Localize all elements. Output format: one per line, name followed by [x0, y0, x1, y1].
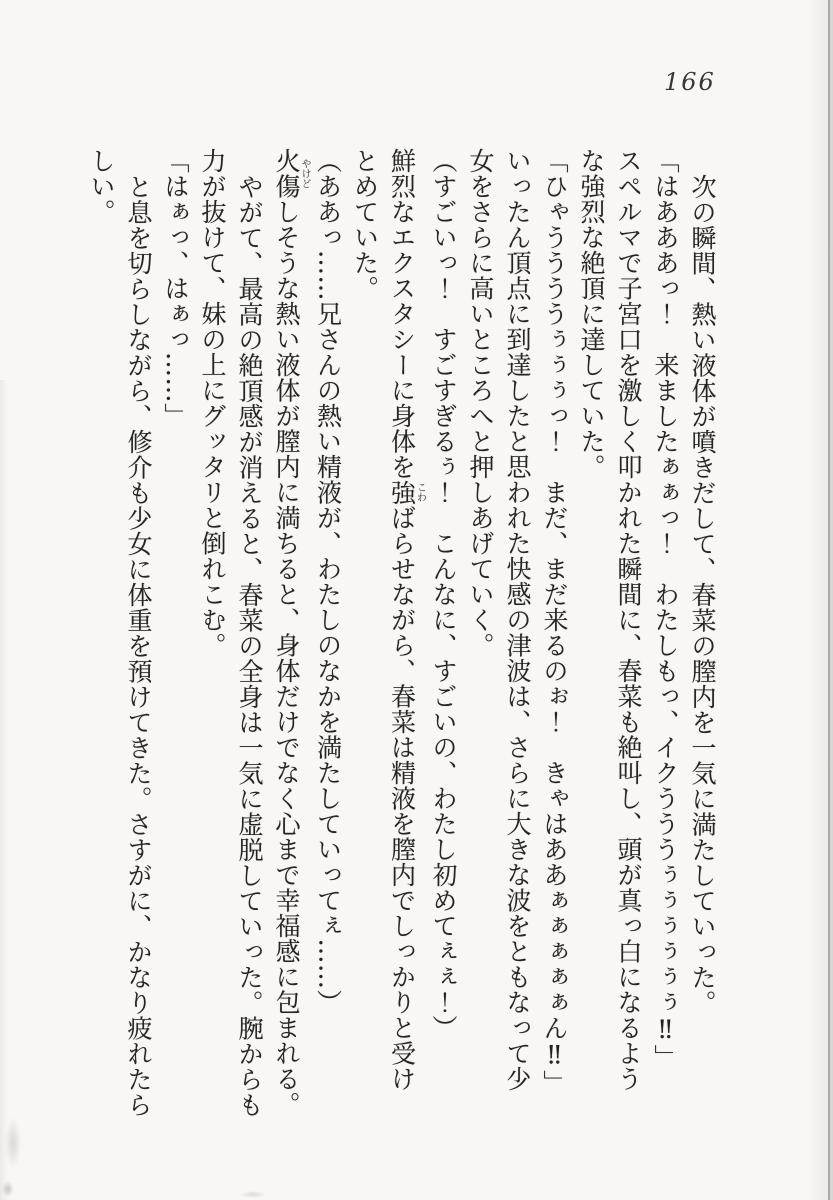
text-column: とめていた。 [350, 148, 380, 301]
body-text [83, 148, 721, 1118]
text-column: しい。 [87, 148, 116, 225]
scan-smudge [2, 1108, 24, 1178]
text-column: （すごいっ！ すごすぎるぅ！ こんなに、すごいの、わたし初めてぇぇ！） [429, 148, 458, 1041]
text-column: 力が抜けて、妹の上にグッタリと倒れこむ。 [198, 148, 227, 658]
text-column: 「はぁっ、はぁっ……」 [161, 148, 190, 429]
text-column: いったん頂点に到達したと思われた快感の津波は、さらに大きな波をともなって少 [503, 148, 532, 1092]
text-column: 次の瞬間、熱い液体が噴きだして、春菜の膣内を一気に満たしていった。 [688, 174, 717, 1016]
scan-smudge [0, 1178, 16, 1200]
text-column: 女をさらに高いところへと押しあげていく。 [466, 148, 495, 658]
scan-smudge [236, 1190, 270, 1199]
text-column: 「はあああっ！ 来ましたぁぁっ！ わたしもっ、イクうううぅぅぅぅぅぅ‼」 [651, 148, 680, 1070]
text-column: 火傷やけどしそうな熱い液体が膣内に満ちると、身体だけでなく心まで幸福感に包まれる。 [272, 148, 310, 1117]
page-edge-shadow [807, 0, 833, 1200]
text-column: 「ひゃううううぅぅぅっ！ まだ、まだ来るのぉ！ きゃはああぁぁぁぁぁん‼」 [540, 148, 569, 1096]
text-column: やがて、最高の絶頂感が消えると、春菜の全身は一気に虚脱していった。腕からも [235, 174, 264, 1118]
text-column: スペルマで子宮口を激しく叩かれた瞬間に、春菜も絶叫し、頭が真っ白になるよう [614, 148, 643, 1092]
text-column: と息を切らしながら、修介も少女に体重を預けてきた。さすがに、かなり疲れたら [124, 174, 153, 1118]
text-column: 鮮烈なエクスタシーに身体を強こわばらせながら、春菜は精液を膣内でしっかりと受け [387, 148, 426, 1092]
page-number: 166 [664, 68, 716, 96]
text-column: （ああっ……兄さんの熱い精液が、わたしのなかを満たしていってぇ……） [313, 148, 343, 1015]
text-column: な強烈な絶頂に達していた。 [577, 148, 606, 480]
scan-left-shade [0, 380, 10, 1200]
